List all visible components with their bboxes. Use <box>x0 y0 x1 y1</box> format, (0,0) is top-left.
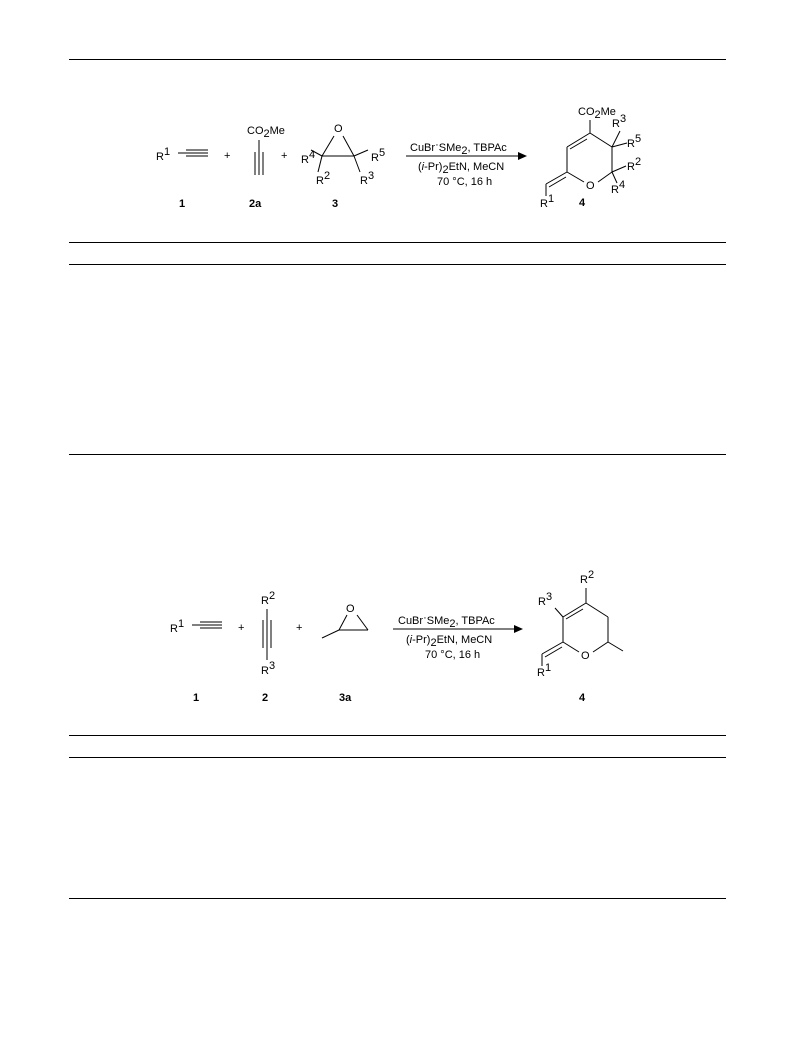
svg-text:R3: R3 <box>612 113 627 130</box>
svg-text:1: 1 <box>193 692 200 704</box>
svg-text:+: + <box>281 150 288 162</box>
plus-sign: + <box>224 150 231 162</box>
svg-text:R3: R3 <box>360 170 375 187</box>
svg-text:4: 4 <box>579 692 586 704</box>
svg-text:R2: R2 <box>261 590 276 607</box>
propiolate-reagent-2a <box>247 125 288 210</box>
compound-number-2a: 2a <box>249 198 262 210</box>
rule-table1-head-bottom <box>69 264 726 265</box>
svg-text:O: O <box>581 650 590 662</box>
svg-text:CuBr·SMe2, TBPAc: CuBr·SMe2, TBPAc <box>410 139 507 157</box>
svg-text:R2: R2 <box>580 569 595 586</box>
rule-table2-bottom <box>69 898 726 899</box>
svg-text:R1: R1 <box>156 146 171 163</box>
rule-table2-head-top <box>69 735 726 736</box>
svg-text:70 °C, 16 h: 70 °C, 16 h <box>437 176 493 188</box>
svg-text:R2: R2 <box>316 170 331 187</box>
svg-text:70 °C, 16 h: 70 °C, 16 h <box>425 649 481 661</box>
svg-text:R4: R4 <box>301 149 316 166</box>
rule-table2-head-bottom <box>69 757 726 758</box>
epoxide-reagent-3a <box>322 603 368 704</box>
svg-text:CO2Me: CO2Me <box>578 106 616 121</box>
svg-text:+: + <box>238 622 245 634</box>
svg-text:O: O <box>586 180 595 192</box>
svg-text:CuBr·SMe2, TBPAc: CuBr·SMe2, TBPAc <box>398 612 495 630</box>
svg-text:CO2Me: CO2Me <box>247 125 285 140</box>
alkyne-reagent-1b <box>170 618 222 704</box>
svg-text:(i-Pr)2EtN, MeCN: (i-Pr)2EtN, MeCN <box>406 634 493 649</box>
dihydropyran-product-4b <box>537 569 623 704</box>
compound-number-4: 4 <box>579 197 586 209</box>
compound-number-3: 3 <box>332 198 339 210</box>
rule-table1-head-top <box>69 242 726 243</box>
svg-text:(i-Pr)2EtN, MeCN: (i-Pr)2EtN, MeCN <box>418 161 505 176</box>
reaction-conditions-1 <box>406 139 527 188</box>
alkyne-reagent-2 <box>261 590 275 704</box>
epoxide-reagent-3 <box>301 123 385 210</box>
svg-text:+: + <box>296 622 303 634</box>
svg-text:3a: 3a <box>339 692 352 704</box>
alkyne-reagent-1 <box>156 146 208 210</box>
svg-text:R5: R5 <box>627 133 642 150</box>
svg-text:O: O <box>334 123 343 135</box>
svg-text:R1: R1 <box>170 618 185 635</box>
reaction-conditions-2 <box>393 612 523 661</box>
svg-text:R2: R2 <box>627 156 642 173</box>
reaction-scheme-1 <box>0 0 793 240</box>
svg-text:R3: R3 <box>538 591 553 608</box>
svg-text:R1: R1 <box>537 662 552 679</box>
dihydropyran-product-4 <box>540 106 641 210</box>
svg-text:R3: R3 <box>261 660 276 677</box>
svg-text:R1: R1 <box>540 193 555 210</box>
compound-number-1: 1 <box>179 198 186 210</box>
rule-table1-bottom <box>69 454 726 455</box>
svg-text:R4: R4 <box>611 179 626 196</box>
svg-text:R5: R5 <box>371 147 386 164</box>
svg-text:O: O <box>346 603 355 615</box>
svg-text:2: 2 <box>262 692 269 704</box>
